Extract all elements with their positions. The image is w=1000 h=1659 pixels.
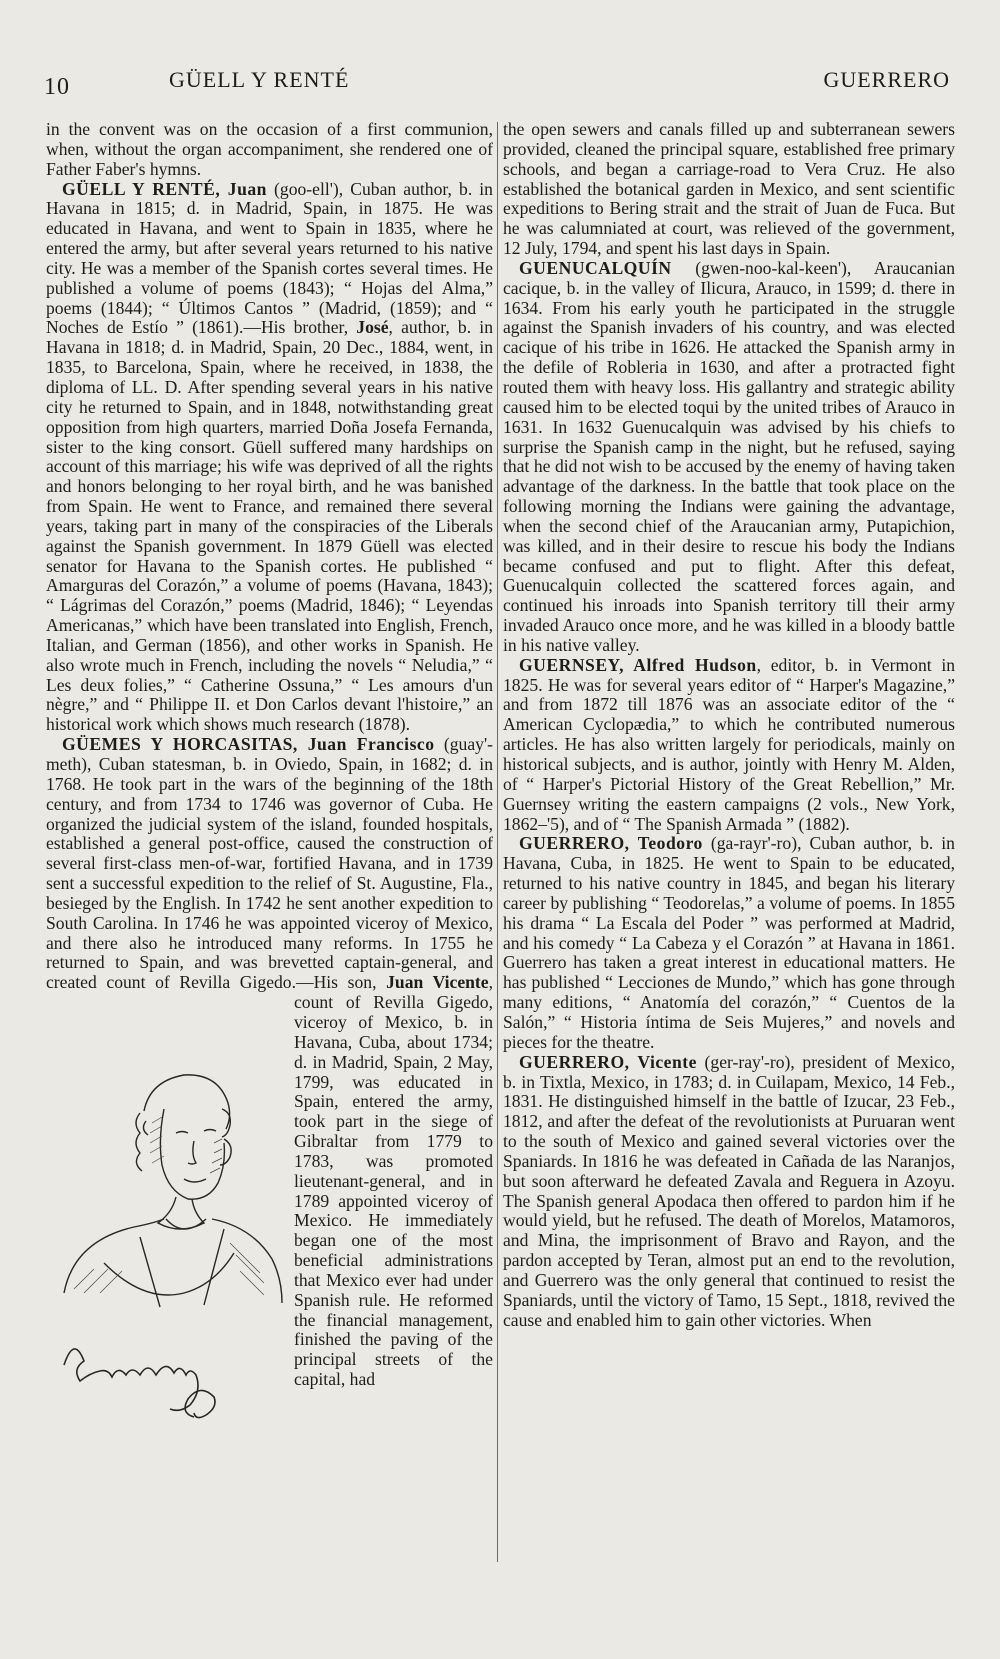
entry-guenucalquin	[503, 259, 955, 656]
entry-text: , author, b. in Havana in 1818; d. in Madrid, Spain, 20 Dec., 1884, went, in 1835, to Barcelona, Spain, where he received, in 1838, the diploma of LL. D. After spending several years in his native city he returned to Spain, and in 1848, notwithstanding great opposition from high quarters, married Doña Josefa Fernanda, sister to the king consort. Güell suffered many hardships on account of this marriage; his wife was deprived of all the rights and honors belonging to her royal birth, and he was banished from Spain. He went to France, and remained there several years, taking part in many of the conspiracies of the Liberals against the Spanish government. In 1879 Güell was elected senator for Havana to the Spanish cortes. He published “ Amarguras del Corazón,” a volume of poems (Havana, 1843); “ Lágrimas del Corazón,” poems (Madrid, 1846); “ Leyendas Americanas,” which have been translated into English, French, Italian, and German (1856), and other works in Spanish. He also wrote much in French, including the novels “ Neludia,” “ Les deux folies,” “ Catherine Ossuna,” “ Les amours d'un nègre,” and “ Philippe II. et Don Carlos devant l'histoire,” an historical work which shows much research (1878).	[46, 317, 493, 735]
entry-guemes	[46, 735, 493, 1390]
entry-heading: GUERRERO, Vicente	[519, 1051, 697, 1072]
continued-paragraph: the open sewers and canals filled up and subterranean sewers provided, cleaned the principal square, established free primary schools, and began a carriage-road to Vera Cruz. He also established the botanical garden in Mexico, and sent scientific expeditions to Bering strait and the strait of Juan de Fuca. But he was calumniated at court, was relieved of the government, 12 July, 1794, and spent his last days in Spain.	[503, 119, 955, 259]
header-left-title: GÜELL Y RENTÉ	[169, 67, 350, 92]
continued-paragraph: in the convent was on the occasion of a first communion, when, without the organ accompaniment, she rendered one of Father Faber's hymns.	[46, 119, 493, 179]
running-header	[44, 62, 950, 102]
left-column	[46, 120, 493, 1433]
entry-guell	[46, 180, 493, 736]
entry-heading: GUENUCALQUÍN	[519, 257, 672, 278]
entry-heading: GUERRERO, Teodoro	[519, 833, 703, 854]
entry-text: (gwen-noo-kal-keen'), Araucanian cacique, b. in the valley of Ilicura, Arauco, in 1599; d. there in 1634. From his early youth he participated in the struggle against the Spanish invaders of his country, and was elected cacique of his tribe in 1626. He attacked the Spanish army in the defile of Robleria in 1630, and after a protracted fight routed them with heavy loss. His gallantry and strategic ability caused him to be elected toqui by the united tribes of Arauco in 1631. In 1632 Guenucalquin was advised by his chiefs to surprise the Spanish camp in the night, but he refused, saying that he did not wish to be accused by the enemy of having taken advantage of the darkness. In the battle that took place on the following morning the Indians were gaining the advantage, when the second chief of the Araucanian army, Putapichion, was killed, and in their desire to rescue his body the Indians became confused and put to flight. After this defeat, Guenucalquin collected the scattered forces again, and continued his inroads into Spanish territory till their army invaded Arauco once more, and he was killed in a bloody battle in his native valley.	[503, 257, 955, 655]
entry-text: (ga-rayr'-ro), Cuban author, b. in Havana, Cuba, in 1825. He went to Spain to be educated, returned to his native country in 1845, and began his literary career by publishing “ Teodorelas,” a volume of poems. In 1855 his drama “ La Escala del Poder ” was performed at Madrid, and his comedy “ La Cabeza y el Corazón ” at Havana in 1861. Guerrero has taken a great interest in educational matters. He has published “ Lecciones de Mundo,” which has gone through many editions, “ Anatomía del corazón,” “ Cuentos de la Salón,” “ Historia íntima de Seis Mujeres,” and novels and pieces for the theatre.	[503, 833, 955, 1052]
entry-heading: GUERNSEY, Alfred Hudson	[519, 654, 757, 675]
entry-text: , count of Revilla Gigedo, viceroy of Mexico, b. in Havana, Cuba, about 1734; d. in Madrid, Spain, 2 May, 1799, was educated in Spain, entered the army, took part in the siege of Gibraltar from 1779 to 1783, was promoted lieutenant-general, and in 1789 appointed viceroy of Mexico. He immediately began one of the most beneficial administrations that Mexico ever had under Spanish rule. He reformed the financial management, finished the paving of the principal streets of the capital, had	[294, 972, 493, 1390]
portrait-image	[44, 993, 284, 1433]
entry-text: , editor, b. in Vermont in 1825. He was for several years editor of “ Harper's Magazine,” and from 1872 till 1876 was an associate editor of the “ American Cyclopædia,” to which he contributed numerous articles. He has also written largely for periodicals, mainly on historical subjects, and is author, jointly with Henry M. Alden, of “ Harper's Pictorial History of the Great Rebellion,” Mr. Guernsey writing the eastern campaigns (2 vols., New York, 1862–'5), and of “ The Spanish Armada ” (1882).	[503, 654, 955, 834]
entry-text: (ger-ray'-ro), president of Mexico, b. in Tixtla, Mexico, in 1783; d. in Cuilapam, Mexico, 14 Feb., 1831. He distinguished himself in the battle of Izucar, 23 Feb., 1812, and after the defeat of the revolutionists at Puruaran went to the south of Mexico and gained several victories over the Spaniards. In 1816 he was defeated in Cañada de las Naranjos, but soon afterward he defeated Zavala and Reguera in Azoyu. The Spanish general Apodaca then offered to pardon him if he would yield, but he refused. The death of Morelos, Matamoros, and Mina, the imprisonment of Bravo and Rayon, and the pardon accepted by Teran, almost put an end to the revolution, and Guerrero was the only general that continued to resist the Spaniards, until the victory of Tamo, 15 Sept., 1818, revived the cause and enabled him to gain other victories. When	[503, 1051, 955, 1330]
entry-guerrero-teodoro	[503, 834, 955, 1052]
entry-guerrero-vicente	[503, 1053, 955, 1331]
sub-entry-heading: José	[356, 317, 389, 338]
entry-guernsey	[503, 656, 955, 835]
entry-text: (goo-ell'), Cuban author, b. in Havana in 1815; d. in Madrid, Spain, in 1875. He was educated in Havana, and went to Spain in 1835, where he entered the army, but after several years returned to his native city. He was a member of the Spanish cortes several times. He published a volume of poems (1843); “ Hojas del Alma,” poems (1844); “ Últimos Cantos ” (Madrid, (1859); and “ Noches de Estío ” (1861).—His brother,	[46, 178, 493, 338]
entry-text: (guay'-meth), Cuban statesman, b. in Oviedo, Spain, in 1682; d. in 1768. He took part in the wars of the beginning of the 18th century, and from 1734 to 1746 was governor of Cuba. He organized the judicial system of the island, founded hospitals, established a general post-office, caused the construction of several first-class men-of-war, fortified Havana, and in 1739 sent a successful expedition to the relief of St. Augustine, Fla., besieged by the English. In 1742 he sent another expedition to South Carolina. In 1746 he was appointed viceroy of Mexico, and there also he introduced many reforms. In 1755 he returned to Spain, and was brevetted captain-general, and created count of Revilla Gigedo.—His son,	[46, 734, 493, 993]
header-right-title: GUERRERO	[823, 67, 950, 92]
page-number: 10	[44, 74, 70, 100]
right-column	[503, 120, 955, 1330]
entry-heading: GÜELL Y RENTÉ, Juan	[62, 178, 267, 199]
portrait-engraving	[44, 993, 284, 1433]
column-divider	[497, 122, 498, 1562]
entry-heading: GÜEMES Y HORCASITAS, Juan Francisco	[62, 734, 435, 755]
sub-entry-heading: Juan Vicente	[386, 972, 489, 993]
